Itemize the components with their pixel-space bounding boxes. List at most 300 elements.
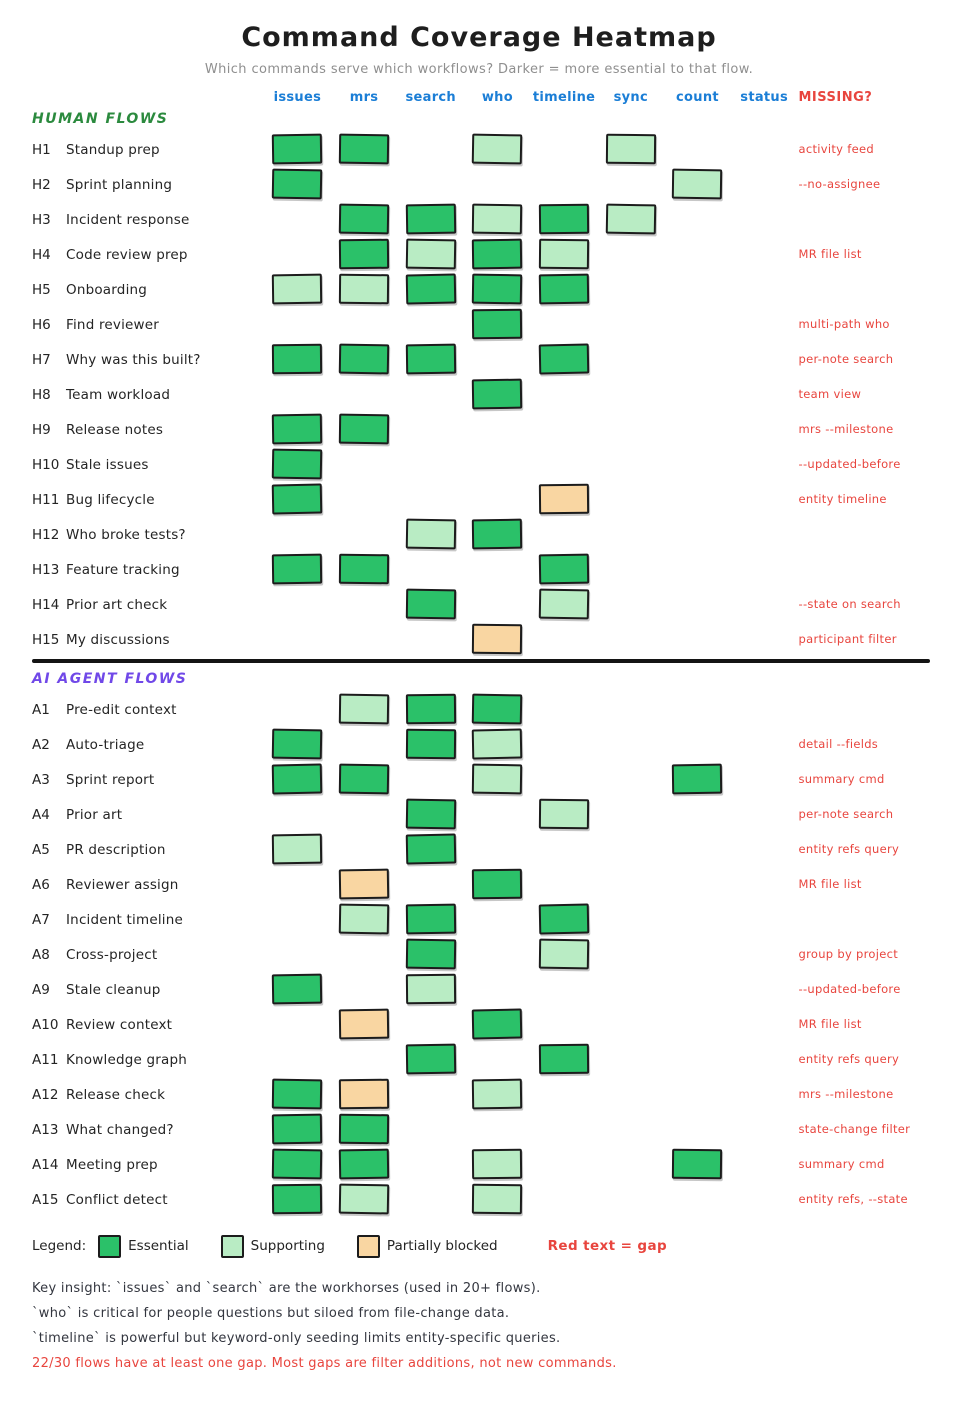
heatmap-cell-A13-mrs (339, 1113, 389, 1144)
cell-slot-A11-count (664, 1041, 731, 1076)
cell-slot-A5-issues (264, 831, 331, 866)
row-label-cell (32, 489, 264, 508)
cell-slot-H14-issues (264, 586, 331, 621)
row-label-cell (32, 174, 264, 193)
gap-note-A13: state-change filter (798, 1121, 911, 1136)
cell-slot-A6-sync (597, 866, 664, 901)
cell-slot-A11-timeline (531, 1041, 598, 1076)
cell-slot-A12-mrs (331, 1076, 398, 1111)
table-row-H1 (32, 131, 958, 166)
heatmap-cell-A14-issues (272, 1148, 322, 1179)
cell-slot-H4-search (397, 236, 464, 271)
row-label: Team workload (66, 387, 171, 403)
heatmap-cell-A4-timeline (539, 798, 589, 829)
cell-slot-H1-search (397, 131, 464, 166)
cell-slot-H2-issues (264, 166, 331, 201)
row-label: Find reviewer (66, 317, 160, 333)
heatmap-cell-H7-issues (272, 343, 322, 374)
cell-slot-H1-count (664, 131, 731, 166)
heatmap-cell-A9-search (406, 973, 456, 1004)
heatmap-cell-A10-who (472, 1008, 523, 1039)
cell-slot-A14-mrs (331, 1146, 398, 1181)
legend (32, 1232, 958, 1260)
heatmap-cell-H4-timeline (539, 238, 589, 269)
cell-slot-A6-issues (264, 866, 331, 901)
cell-slot-H5-mrs (331, 271, 398, 306)
cell-slot-H3-issues (264, 201, 331, 236)
table-row-A6 (32, 866, 958, 901)
row-label-cell (32, 384, 264, 403)
cell-slot-A5-status (731, 831, 798, 866)
cell-slot-A7-issues (264, 901, 331, 936)
table-row-A15 (32, 1181, 958, 1216)
heatmap-cell-H1-issues (272, 133, 322, 164)
heatmap-cell-A3-mrs (339, 763, 389, 794)
row-label: Who broke tests? (66, 527, 186, 543)
heatmap-cell-H9-mrs (339, 413, 389, 444)
cell-slot-H10-status (731, 446, 798, 481)
cell-slot-A10-timeline (531, 1006, 598, 1041)
cell-slot-H2-status (731, 166, 798, 201)
heatmap-cell-A2-issues (272, 728, 323, 759)
table-row-A5 (32, 831, 958, 866)
heatmap-cell-H13-issues (272, 553, 322, 584)
cell-slot-A14-status (731, 1146, 798, 1181)
heatmap-cell-H3-who (472, 203, 522, 234)
column-header-search: search (405, 89, 456, 105)
table-row-A10 (32, 1006, 958, 1041)
heatmap-cell-A1-mrs (339, 693, 389, 724)
cell-slot-H2-timeline (531, 166, 598, 201)
row-label: Onboarding (66, 282, 148, 298)
cell-slot-A15-search (397, 1181, 464, 1216)
row-label: Why was this built? (66, 352, 201, 368)
cell-slot-H11-search (397, 481, 464, 516)
cell-slot-A12-who (464, 1076, 531, 1111)
cell-slot-H6-sync (597, 306, 664, 341)
cell-slot-A8-mrs (331, 936, 398, 971)
cell-slot-A8-timeline (531, 936, 598, 971)
gap-note-H4: MR file list (798, 246, 862, 261)
row-label-cell (32, 209, 264, 228)
legend-item-partial (357, 1235, 498, 1258)
legend-label-partial: Partially blocked (386, 1238, 498, 1254)
row-label-cell (32, 244, 264, 263)
cell-slot-H8-count (664, 376, 731, 411)
cell-slot-H11-timeline (531, 481, 598, 516)
gap-note-A3: summary cmd (798, 771, 885, 786)
heatmap-cell-A9-issues (272, 973, 322, 1004)
cell-slot-H2-count (664, 166, 731, 201)
row-id: A11 (32, 1052, 59, 1068)
row-label-cell (32, 769, 264, 788)
cell-slot-A3-issues (264, 761, 331, 796)
heatmap-cell-H4-search (405, 238, 456, 269)
cell-slot-A11-issues (264, 1041, 331, 1076)
heatmap-cell-H5-search (405, 273, 456, 304)
heatmap-cell-A1-search (406, 693, 456, 724)
heatmap-cell-H15-who (472, 623, 522, 654)
row-id: A6 (32, 877, 50, 893)
row-id: H6 (32, 317, 51, 333)
heatmap-cell-H4-mrs (339, 238, 389, 269)
cell-slot-A3-status (731, 761, 798, 796)
row-label-cell (32, 524, 264, 543)
cell-slot-H7-who (464, 341, 531, 376)
heatmap-cell-H11-timeline (539, 483, 589, 514)
row-label: Release check (66, 1087, 166, 1103)
cell-slot-H8-search (397, 376, 464, 411)
cell-slot-A5-search (397, 831, 464, 866)
table-row-H5 (32, 271, 958, 306)
cell-slot-H9-search (397, 411, 464, 446)
cell-slot-H15-sync (597, 621, 664, 656)
cell-slot-A3-sync (597, 761, 664, 796)
row-id: A3 (32, 772, 50, 788)
heatmap-cell-H3-timeline (539, 203, 589, 234)
row-id: A9 (32, 982, 50, 998)
cell-slot-A1-status (731, 691, 798, 726)
row-label-cell (32, 839, 264, 858)
cell-slot-H11-status (731, 481, 798, 516)
cell-slot-H13-timeline (531, 551, 598, 586)
cell-slot-H11-sync (597, 481, 664, 516)
column-header-who: who (481, 89, 513, 105)
table-row-A2 (32, 726, 958, 761)
cell-slot-A7-count (664, 901, 731, 936)
cell-slot-H10-timeline (531, 446, 598, 481)
heatmap-cell-A15-issues (272, 1183, 322, 1214)
cell-slot-A10-count (664, 1006, 731, 1041)
cell-slot-H3-sync (597, 201, 664, 236)
cell-slot-H8-status (731, 376, 798, 411)
cell-slot-A9-search (397, 971, 464, 1006)
cell-slot-A10-who (464, 1006, 531, 1041)
cell-slot-H4-count (664, 236, 731, 271)
heatmap-cell-A7-search (406, 903, 456, 934)
cell-slot-H12-mrs (331, 516, 398, 551)
row-id: A5 (32, 842, 50, 858)
cell-slot-H3-search (397, 201, 464, 236)
gap-note-A12: mrs --milestone (798, 1086, 894, 1101)
cell-slot-A4-sync (597, 796, 664, 831)
cell-slot-A3-who (464, 761, 531, 796)
heatmap-cell-H5-who (472, 273, 522, 304)
heatmap-cell-H3-search (405, 203, 455, 234)
footnotes (32, 1276, 958, 1376)
cell-slot-H1-who (464, 131, 531, 166)
heatmap-cell-H3-sync (606, 203, 657, 234)
row-label: What changed? (66, 1122, 174, 1138)
cell-slot-H12-count (664, 516, 731, 551)
cell-slot-H6-issues (264, 306, 331, 341)
legend-title: Legend: (32, 1238, 87, 1254)
row-id: A13 (32, 1122, 59, 1138)
heatmap-cell-H5-mrs (339, 273, 389, 304)
cell-slot-H2-sync (597, 166, 664, 201)
cell-slot-A5-who (464, 831, 531, 866)
gap-note-H2: --no-assignee (798, 176, 881, 191)
legend-item-essential (98, 1235, 189, 1258)
cell-slot-A2-sync (597, 726, 664, 761)
row-label: Prior art (66, 807, 123, 823)
row-label: Bug lifecycle (66, 492, 155, 508)
cell-slot-H7-count (664, 341, 731, 376)
missing-column-header: MISSING? (798, 89, 873, 105)
table-row-H3 (32, 201, 958, 236)
row-label: Feature tracking (66, 562, 180, 578)
cell-slot-H6-status (731, 306, 798, 341)
row-id: H5 (32, 282, 51, 298)
table-row-H13 (32, 551, 958, 586)
gap-note-H14: --state on search (798, 596, 901, 611)
cell-slot-A5-mrs (331, 831, 398, 866)
cell-slot-A6-timeline (531, 866, 598, 901)
cell-slot-H6-timeline (531, 306, 598, 341)
cell-slot-H15-count (664, 621, 731, 656)
cell-slot-H4-who (464, 236, 531, 271)
cell-slot-A13-search (397, 1111, 464, 1146)
cell-slot-H6-search (397, 306, 464, 341)
table-row-A11 (32, 1041, 958, 1076)
cell-slot-H7-issues (264, 341, 331, 376)
table-row-H2 (32, 166, 958, 201)
cell-slot-H8-sync (597, 376, 664, 411)
column-header-count: count (676, 89, 719, 105)
table-row-A13 (32, 1111, 958, 1146)
cell-slot-A12-count (664, 1076, 731, 1111)
cell-slot-A6-who (464, 866, 531, 901)
gap-note-H1: activity feed (798, 141, 874, 156)
cell-slot-A7-timeline (531, 901, 598, 936)
row-label: Incident response (66, 212, 190, 228)
heatmap-cell-H1-who (472, 133, 523, 164)
cell-slot-H10-issues (264, 446, 331, 481)
cell-slot-H5-timeline (531, 271, 598, 306)
heatmap-cell-H2-count (672, 168, 722, 199)
cell-slot-A9-mrs (331, 971, 398, 1006)
cell-slot-A3-mrs (331, 761, 398, 796)
heatmap-cell-A15-mrs (339, 1183, 390, 1214)
row-id: H7 (32, 352, 51, 368)
section-divider (32, 659, 930, 663)
cell-slot-H14-count (664, 586, 731, 621)
cell-slot-H11-count (664, 481, 731, 516)
cell-slot-H2-search (397, 166, 464, 201)
legend-swatch-essential (98, 1235, 121, 1258)
cell-slot-H10-who (464, 446, 531, 481)
heatmap-cell-H1-mrs (339, 133, 389, 164)
cell-slot-A12-issues (264, 1076, 331, 1111)
cell-slot-A5-sync (597, 831, 664, 866)
cell-slot-H4-issues (264, 236, 331, 271)
heatmap-cell-A15-who (472, 1183, 522, 1214)
cell-slot-H6-mrs (331, 306, 398, 341)
cell-slot-A12-sync (597, 1076, 664, 1111)
heatmap-body (32, 111, 958, 1216)
heatmap-cell-H7-timeline (539, 343, 590, 374)
table-row-A3 (32, 761, 958, 796)
table-row-H11 (32, 481, 958, 516)
cell-slot-A8-sync (597, 936, 664, 971)
cell-slot-H4-timeline (531, 236, 598, 271)
table-row-H14 (32, 586, 958, 621)
heatmap-cell-A12-issues (272, 1078, 322, 1109)
heatmap-cell-H13-timeline (539, 553, 589, 584)
cell-slot-H9-status (731, 411, 798, 446)
row-label: PR description (66, 842, 166, 858)
cell-slot-H6-who (464, 306, 531, 341)
cell-slot-H12-sync (597, 516, 664, 551)
cell-slot-H15-timeline (531, 621, 598, 656)
cell-slot-A10-mrs (331, 1006, 398, 1041)
cell-slot-H14-status (731, 586, 798, 621)
section-human (32, 111, 958, 656)
row-label-cell (32, 559, 264, 578)
row-label-cell (32, 279, 264, 298)
row-label: Cross-project (66, 947, 158, 963)
legend-gap-note: Red text = gap (547, 1238, 668, 1254)
cell-slot-A13-mrs (331, 1111, 398, 1146)
section-label-agent: AI AGENT FLOWS (32, 671, 188, 687)
table-row-H4 (32, 236, 958, 271)
table-row-H9 (32, 411, 958, 446)
cell-slot-A2-status (731, 726, 798, 761)
cell-slot-H11-mrs (331, 481, 398, 516)
heatmap-cell-H5-timeline (539, 273, 589, 304)
cell-slot-H12-issues (264, 516, 331, 551)
table-row-A4 (32, 796, 958, 831)
gap-note-A8: group by project (798, 946, 899, 961)
table-row-H7 (32, 341, 958, 376)
cell-slot-A9-sync (597, 971, 664, 1006)
row-label: Auto-triage (66, 737, 145, 753)
cell-slot-H13-search (397, 551, 464, 586)
cell-slot-H15-search (397, 621, 464, 656)
heatmap-cell-H14-search (406, 588, 456, 619)
row-label: Pre-edit context (66, 702, 177, 718)
cell-slot-H15-mrs (331, 621, 398, 656)
cell-slot-A14-issues (264, 1146, 331, 1181)
gap-note-H15: participant filter (798, 631, 897, 646)
row-label-cell (32, 314, 264, 333)
cell-slot-H14-sync (597, 586, 664, 621)
heatmap-cell-H13-mrs (339, 553, 389, 584)
row-id: A10 (32, 1017, 59, 1033)
heatmap-cell-A14-mrs (339, 1148, 389, 1179)
heatmap-cell-H7-search (406, 343, 456, 374)
heatmap-cell-A11-timeline (539, 1043, 589, 1074)
gap-note-H7: per-note search (798, 351, 894, 366)
heatmap-cell-A7-mrs (339, 903, 390, 934)
heatmap-cell-H1-sync (606, 133, 656, 164)
row-id: A4 (32, 807, 50, 823)
row-id: A1 (32, 702, 50, 718)
row-label-cell (32, 944, 264, 963)
cell-slot-H9-mrs (331, 411, 398, 446)
heatmap-cell-H10-issues (272, 448, 323, 479)
row-label-cell (32, 1119, 264, 1138)
cell-slot-A4-search (397, 796, 464, 831)
section-label-human: HUMAN FLOWS (32, 111, 169, 127)
cell-slot-A6-status (731, 866, 798, 901)
cell-slot-A7-search (397, 901, 464, 936)
row-label: Knowledge graph (66, 1052, 188, 1068)
table-row-H8 (32, 376, 958, 411)
table-row-A9 (32, 971, 958, 1006)
heatmap-cell-A5-search (405, 833, 456, 864)
row-id: A14 (32, 1157, 59, 1173)
column-header-issues: issues (273, 89, 322, 105)
cell-slot-A15-sync (597, 1181, 664, 1216)
table-row-H6 (32, 306, 958, 341)
cell-slot-A1-search (397, 691, 464, 726)
row-id: H12 (32, 527, 60, 543)
row-id: H9 (32, 422, 51, 438)
cell-slot-A15-count (664, 1181, 731, 1216)
column-header-row (32, 85, 958, 109)
cell-slot-A13-count (664, 1111, 731, 1146)
row-label: Meeting prep (66, 1157, 158, 1173)
cell-slot-A9-timeline (531, 971, 598, 1006)
gap-note-H10: --updated-before (798, 456, 901, 471)
heatmap-cell-H6-who (472, 308, 522, 339)
cell-slot-A9-who (464, 971, 531, 1006)
cell-slot-A11-mrs (331, 1041, 398, 1076)
cell-slot-H13-mrs (331, 551, 398, 586)
cell-slot-A8-who (464, 936, 531, 971)
cell-slot-H5-status (731, 271, 798, 306)
row-id: A15 (32, 1192, 59, 1208)
cell-slot-A1-issues (264, 691, 331, 726)
cell-slot-A14-search (397, 1146, 464, 1181)
table-row-A7 (32, 901, 958, 936)
row-id: H8 (32, 387, 51, 403)
section-agent (32, 671, 958, 1216)
column-header-status: status (740, 89, 789, 105)
cell-slot-A9-status (731, 971, 798, 1006)
row-label: Sprint report (66, 772, 155, 788)
cell-slot-A6-mrs (331, 866, 398, 901)
row-label: My discussions (66, 632, 170, 648)
table-row-A1 (32, 691, 958, 726)
cell-slot-H4-mrs (331, 236, 398, 271)
gap-note-H11: entity timeline (798, 491, 887, 506)
cell-slot-H7-search (397, 341, 464, 376)
cell-slot-H1-status (731, 131, 798, 166)
cell-slot-A15-status (731, 1181, 798, 1216)
heatmap-cell-H9-issues (272, 413, 322, 444)
cell-slot-H4-sync (597, 236, 664, 271)
cell-slot-A6-search (397, 866, 464, 901)
row-label-cell (32, 699, 264, 718)
cell-slot-H2-mrs (331, 166, 398, 201)
cell-slot-H4-status (731, 236, 798, 271)
table-row-A8 (32, 936, 958, 971)
cell-slot-A1-count (664, 691, 731, 726)
gap-note-H8: team view (798, 386, 862, 401)
column-header-sync: sync (613, 89, 648, 105)
row-label-cell (32, 349, 264, 368)
cell-slot-H5-search (397, 271, 464, 306)
cell-slot-A14-who (464, 1146, 531, 1181)
cell-slot-A2-mrs (331, 726, 398, 761)
cell-slot-A10-status (731, 1006, 798, 1041)
heatmap-cell-A13-issues (272, 1113, 322, 1144)
cell-slot-A11-who (464, 1041, 531, 1076)
cell-slot-A4-who (464, 796, 531, 831)
row-label-cell (32, 734, 264, 753)
